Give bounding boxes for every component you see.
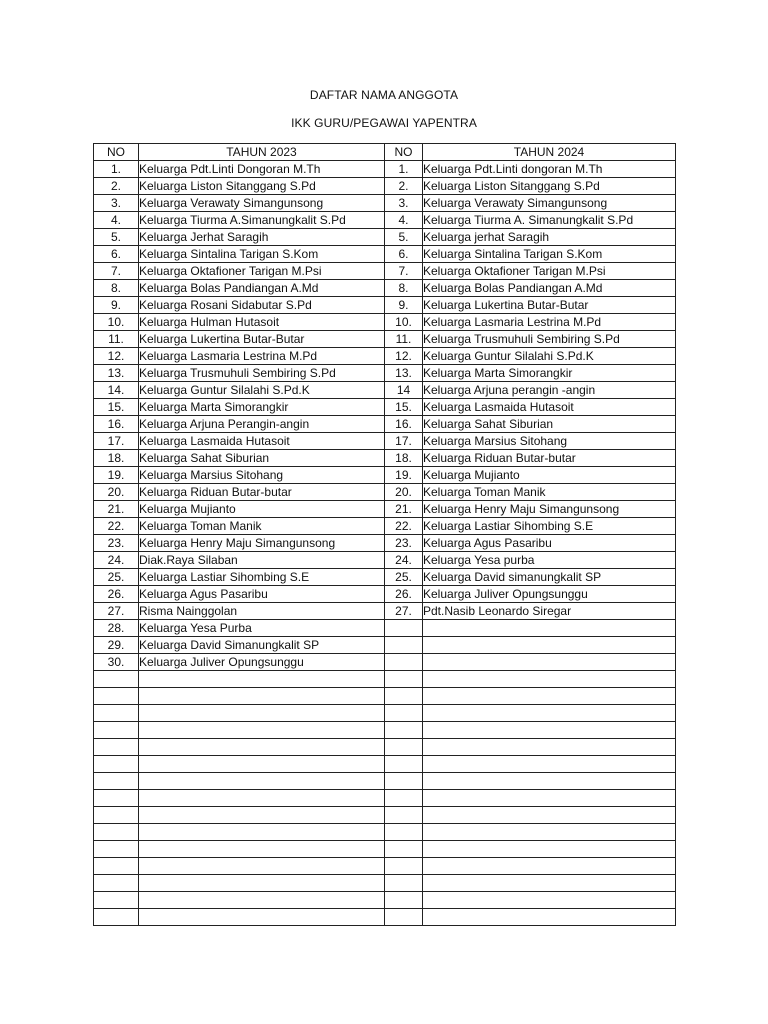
row-no-2024: 4. <box>385 212 423 229</box>
row-no-2023: 20. <box>94 484 139 501</box>
table-row <box>94 875 676 892</box>
member-name-2024: Keluarga Sahat Siburian <box>423 416 676 433</box>
row-no-2024 <box>385 841 423 858</box>
table-row <box>94 756 676 773</box>
row-no-2023: 10. <box>94 314 139 331</box>
table-row <box>94 841 676 858</box>
member-name-2024 <box>423 654 676 671</box>
member-name-2024 <box>423 841 676 858</box>
member-name-2023: Keluarga Lasmaida Hutasoit <box>139 433 385 450</box>
row-no-2024 <box>385 892 423 909</box>
table-row <box>94 535 676 552</box>
member-name-2023: Keluarga Sintalina Tarigan S.Kom <box>139 246 385 263</box>
member-name-2024 <box>423 875 676 892</box>
table-row <box>94 909 676 926</box>
row-no-2024 <box>385 875 423 892</box>
member-name-2024 <box>423 790 676 807</box>
member-name-2024: Keluarga Marta Simorangkir <box>423 365 676 382</box>
member-name-2023 <box>139 705 385 722</box>
table-row <box>94 297 676 314</box>
table-row <box>94 722 676 739</box>
table-row <box>94 212 676 229</box>
table-row <box>94 654 676 671</box>
row-no-2024 <box>385 756 423 773</box>
member-table <box>93 143 676 926</box>
row-no-2023: 23. <box>94 535 139 552</box>
member-name-2024: Keluarga Juliver Opungsunggu <box>423 586 676 603</box>
table-row <box>94 382 676 399</box>
row-no-2023: 1. <box>94 161 139 178</box>
member-name-2023: Keluarga Marsius Sitohang <box>139 467 385 484</box>
member-name-2024 <box>423 807 676 824</box>
member-name-2024: Keluarga Liston Sitanggang S.Pd <box>423 178 676 195</box>
member-name-2024 <box>423 620 676 637</box>
member-name-2023: Keluarga Lukertina Butar-Butar <box>139 331 385 348</box>
row-no-2023: 11. <box>94 331 139 348</box>
member-name-2024: Keluarga Verawaty Simangunsong <box>423 195 676 212</box>
row-no-2023 <box>94 756 139 773</box>
row-no-2023: 21. <box>94 501 139 518</box>
row-no-2024: 21. <box>385 501 423 518</box>
member-name-2024: Keluarga Lastiar Sihombing S.E <box>423 518 676 535</box>
row-no-2024: 18. <box>385 450 423 467</box>
row-no-2024: 15. <box>385 399 423 416</box>
row-no-2024 <box>385 637 423 654</box>
row-no-2024 <box>385 790 423 807</box>
member-name-2023 <box>139 892 385 909</box>
member-name-2023: Keluarga Lasmaria Lestrina M.Pd <box>139 348 385 365</box>
table-row <box>94 688 676 705</box>
table-row <box>94 705 676 722</box>
table-row <box>94 416 676 433</box>
table-row <box>94 858 676 875</box>
row-no-2023 <box>94 824 139 841</box>
member-name-2023 <box>139 841 385 858</box>
row-no-2024 <box>385 858 423 875</box>
row-no-2023: 4. <box>94 212 139 229</box>
member-name-2024: Keluarga Henry Maju Simangunsong <box>423 501 676 518</box>
row-no-2023 <box>94 790 139 807</box>
member-name-2023 <box>139 824 385 841</box>
row-no-2024: 12. <box>385 348 423 365</box>
table-row <box>94 518 676 535</box>
table-header-row <box>94 144 676 161</box>
row-no-2024: 11. <box>385 331 423 348</box>
member-name-2024: Keluarga Guntur Silalahi S.Pd.K <box>423 348 676 365</box>
row-no-2023 <box>94 892 139 909</box>
member-name-2024: Keluarga Toman Manik <box>423 484 676 501</box>
member-name-2023: Keluarga Oktafioner Tarigan M.Psi <box>139 263 385 280</box>
member-name-2023: Keluarga Tiurma A.Simanungkalit S.Pd <box>139 212 385 229</box>
row-no-2023 <box>94 841 139 858</box>
row-no-2023: 18. <box>94 450 139 467</box>
member-name-2023: Keluarga Yesa Purba <box>139 620 385 637</box>
member-name-2023 <box>139 688 385 705</box>
row-no-2024: 6. <box>385 246 423 263</box>
table-row <box>94 824 676 841</box>
member-name-2023 <box>139 909 385 926</box>
table-row <box>94 314 676 331</box>
row-no-2024: 10. <box>385 314 423 331</box>
row-no-2024: 20. <box>385 484 423 501</box>
row-no-2023 <box>94 807 139 824</box>
member-name-2024: Keluarga Arjuna perangin -angin <box>423 382 676 399</box>
member-name-2024 <box>423 824 676 841</box>
table-row <box>94 484 676 501</box>
table-row <box>94 603 676 620</box>
member-name-2024: Pdt.Nasib Leonardo Siregar <box>423 603 676 620</box>
row-no-2024: 9. <box>385 297 423 314</box>
row-no-2023: 26. <box>94 586 139 603</box>
row-no-2023: 16. <box>94 416 139 433</box>
row-no-2024: 2. <box>385 178 423 195</box>
header-no-2024: NO <box>385 144 423 161</box>
member-name-2023: Keluarga Rosani Sidabutar S.Pd <box>139 297 385 314</box>
row-no-2023: 28. <box>94 620 139 637</box>
member-name-2023: Keluarga Juliver Opungsunggu <box>139 654 385 671</box>
row-no-2023: 29. <box>94 637 139 654</box>
table-row <box>94 433 676 450</box>
row-no-2023: 2. <box>94 178 139 195</box>
table-row <box>94 790 676 807</box>
row-no-2023: 25. <box>94 569 139 586</box>
table-row <box>94 246 676 263</box>
row-no-2023 <box>94 875 139 892</box>
member-name-2023: Keluarga Lastiar Sihombing S.E <box>139 569 385 586</box>
table-row <box>94 161 676 178</box>
row-no-2024: 1. <box>385 161 423 178</box>
member-name-2023: Keluarga Guntur Silalahi S.Pd.K <box>139 382 385 399</box>
table-row <box>94 807 676 824</box>
member-name-2023: Risma Nainggolan <box>139 603 385 620</box>
row-no-2024: 5. <box>385 229 423 246</box>
table-row <box>94 229 676 246</box>
table-body <box>94 161 676 926</box>
table-row <box>94 348 676 365</box>
row-no-2023: 15. <box>94 399 139 416</box>
member-name-2024 <box>423 722 676 739</box>
row-no-2023: 22. <box>94 518 139 535</box>
row-no-2023 <box>94 671 139 688</box>
row-no-2023: 30. <box>94 654 139 671</box>
member-name-2024: Keluarga Riduan Butar-butar <box>423 450 676 467</box>
row-no-2024: 24. <box>385 552 423 569</box>
member-name-2024 <box>423 773 676 790</box>
row-no-2024 <box>385 824 423 841</box>
row-no-2023 <box>94 773 139 790</box>
row-no-2023 <box>94 705 139 722</box>
table-row <box>94 552 676 569</box>
row-no-2024: 8. <box>385 280 423 297</box>
table-row <box>94 263 676 280</box>
member-name-2024: Keluarga jerhat Saragih <box>423 229 676 246</box>
row-no-2023: 13. <box>94 365 139 382</box>
header-year-2023: TAHUN 2023 <box>139 144 385 161</box>
document-subtitle: IKK GURU/PEGAWAI YAPENTRA <box>291 116 477 130</box>
row-no-2024: 16. <box>385 416 423 433</box>
row-no-2024: 7. <box>385 263 423 280</box>
member-name-2023 <box>139 858 385 875</box>
row-no-2023: 24. <box>94 552 139 569</box>
member-name-2023: Keluarga Pdt.Linti Dongoran M.Th <box>139 161 385 178</box>
row-no-2024: 26. <box>385 586 423 603</box>
member-name-2023 <box>139 773 385 790</box>
member-name-2023: Keluarga Mujianto <box>139 501 385 518</box>
table-row <box>94 450 676 467</box>
member-name-2023: Keluarga Sahat Siburian <box>139 450 385 467</box>
member-name-2024 <box>423 756 676 773</box>
row-no-2024: 27. <box>385 603 423 620</box>
table-row <box>94 280 676 297</box>
member-name-2024 <box>423 688 676 705</box>
member-name-2023: Keluarga Agus Pasaribu <box>139 586 385 603</box>
member-name-2024: Keluarga Marsius Sitohang <box>423 433 676 450</box>
member-name-2024 <box>423 892 676 909</box>
row-no-2023: 8. <box>94 280 139 297</box>
row-no-2023 <box>94 688 139 705</box>
member-name-2024: Keluarga Tiurma A. Simanungkalit S.Pd <box>423 212 676 229</box>
member-name-2023 <box>139 790 385 807</box>
member-name-2023: Keluarga David Simanungkalit SP <box>139 637 385 654</box>
table-row <box>94 620 676 637</box>
row-no-2023: 12. <box>94 348 139 365</box>
row-no-2024 <box>385 688 423 705</box>
member-name-2024: Keluarga Agus Pasaribu <box>423 535 676 552</box>
table-row <box>94 773 676 790</box>
member-name-2024: Keluarga Pdt.Linti dongoran M.Th <box>423 161 676 178</box>
member-name-2023: Keluarga Hulman Hutasoit <box>139 314 385 331</box>
row-no-2023: 27. <box>94 603 139 620</box>
row-no-2024 <box>385 909 423 926</box>
table-row <box>94 739 676 756</box>
row-no-2023: 14. <box>94 382 139 399</box>
row-no-2024: 23. <box>385 535 423 552</box>
table-row <box>94 178 676 195</box>
member-name-2024 <box>423 637 676 654</box>
row-no-2024: 13. <box>385 365 423 382</box>
table-row <box>94 569 676 586</box>
member-name-2024: Keluarga Lukertina Butar-Butar <box>423 297 676 314</box>
member-name-2023: Keluarga Verawaty Simangunsong <box>139 195 385 212</box>
row-no-2023: 19. <box>94 467 139 484</box>
member-name-2023: Keluarga Trusmuhuli Sembiring S.Pd <box>139 365 385 382</box>
header-year-2024: TAHUN 2024 <box>423 144 676 161</box>
row-no-2024: 14 <box>385 382 423 399</box>
row-no-2024: 19. <box>385 467 423 484</box>
row-no-2023: 9. <box>94 297 139 314</box>
member-name-2024: Keluarga Lasmaida Hutasoit <box>423 399 676 416</box>
member-name-2023: Keluarga Riduan Butar-butar <box>139 484 385 501</box>
member-name-2024: Keluarga Lasmaria Lestrina M.Pd <box>423 314 676 331</box>
member-name-2023: Keluarga Liston Sitanggang S.Pd <box>139 178 385 195</box>
row-no-2023: 17. <box>94 433 139 450</box>
member-name-2024: Keluarga Yesa purba <box>423 552 676 569</box>
member-name-2024: Keluarga Sintalina Tarigan S.Kom <box>423 246 676 263</box>
row-no-2023: 7. <box>94 263 139 280</box>
member-name-2023 <box>139 875 385 892</box>
row-no-2024 <box>385 739 423 756</box>
table-row <box>94 467 676 484</box>
row-no-2023 <box>94 739 139 756</box>
row-no-2023 <box>94 722 139 739</box>
table-row <box>94 195 676 212</box>
row-no-2024 <box>385 722 423 739</box>
table-row <box>94 671 676 688</box>
member-name-2024: Keluarga Oktafioner Tarigan M.Psi <box>423 263 676 280</box>
member-name-2023: Keluarga Bolas Pandiangan A.Md <box>139 280 385 297</box>
table-row <box>94 399 676 416</box>
member-name-2023 <box>139 671 385 688</box>
row-no-2023: 5. <box>94 229 139 246</box>
table-row <box>94 365 676 382</box>
member-name-2024 <box>423 909 676 926</box>
member-name-2023 <box>139 807 385 824</box>
document-title: DAFTAR NAMA ANGGOTA <box>309 88 459 102</box>
member-name-2024 <box>423 858 676 875</box>
table-row <box>94 586 676 603</box>
row-no-2023: 3. <box>94 195 139 212</box>
header-no-2023: NO <box>94 144 139 161</box>
member-name-2023: Keluarga Toman Manik <box>139 518 385 535</box>
member-name-2024 <box>423 705 676 722</box>
table-row <box>94 637 676 654</box>
row-no-2023 <box>94 858 139 875</box>
member-name-2023: Keluarga Marta Simorangkir <box>139 399 385 416</box>
row-no-2024: 17. <box>385 433 423 450</box>
row-no-2024 <box>385 654 423 671</box>
row-no-2024 <box>385 807 423 824</box>
row-no-2024 <box>385 705 423 722</box>
member-name-2024: Keluarga Bolas Pandiangan A.Md <box>423 280 676 297</box>
member-name-2024: Keluarga Trusmuhuli Sembiring S.Pd <box>423 331 676 348</box>
member-name-2024: Keluarga David simanungkalit SP <box>423 569 676 586</box>
member-name-2024 <box>423 671 676 688</box>
table-row <box>94 892 676 909</box>
member-name-2023: Keluarga Henry Maju Simangunsong <box>139 535 385 552</box>
row-no-2024 <box>385 620 423 637</box>
member-name-2023: Keluarga Jerhat Saragih <box>139 229 385 246</box>
member-name-2023 <box>139 756 385 773</box>
row-no-2023: 6. <box>94 246 139 263</box>
member-name-2023 <box>139 722 385 739</box>
member-name-2023 <box>139 739 385 756</box>
table-row <box>94 331 676 348</box>
row-no-2024 <box>385 671 423 688</box>
row-no-2024: 22. <box>385 518 423 535</box>
member-name-2023: Diak.Raya Silaban <box>139 552 385 569</box>
member-name-2024 <box>423 739 676 756</box>
row-no-2024: 25. <box>385 569 423 586</box>
row-no-2023 <box>94 909 139 926</box>
member-name-2024: Keluarga Mujianto <box>423 467 676 484</box>
row-no-2024 <box>385 773 423 790</box>
row-no-2024: 3. <box>385 195 423 212</box>
table-row <box>94 501 676 518</box>
member-name-2023: Keluarga Arjuna Perangin-angin <box>139 416 385 433</box>
